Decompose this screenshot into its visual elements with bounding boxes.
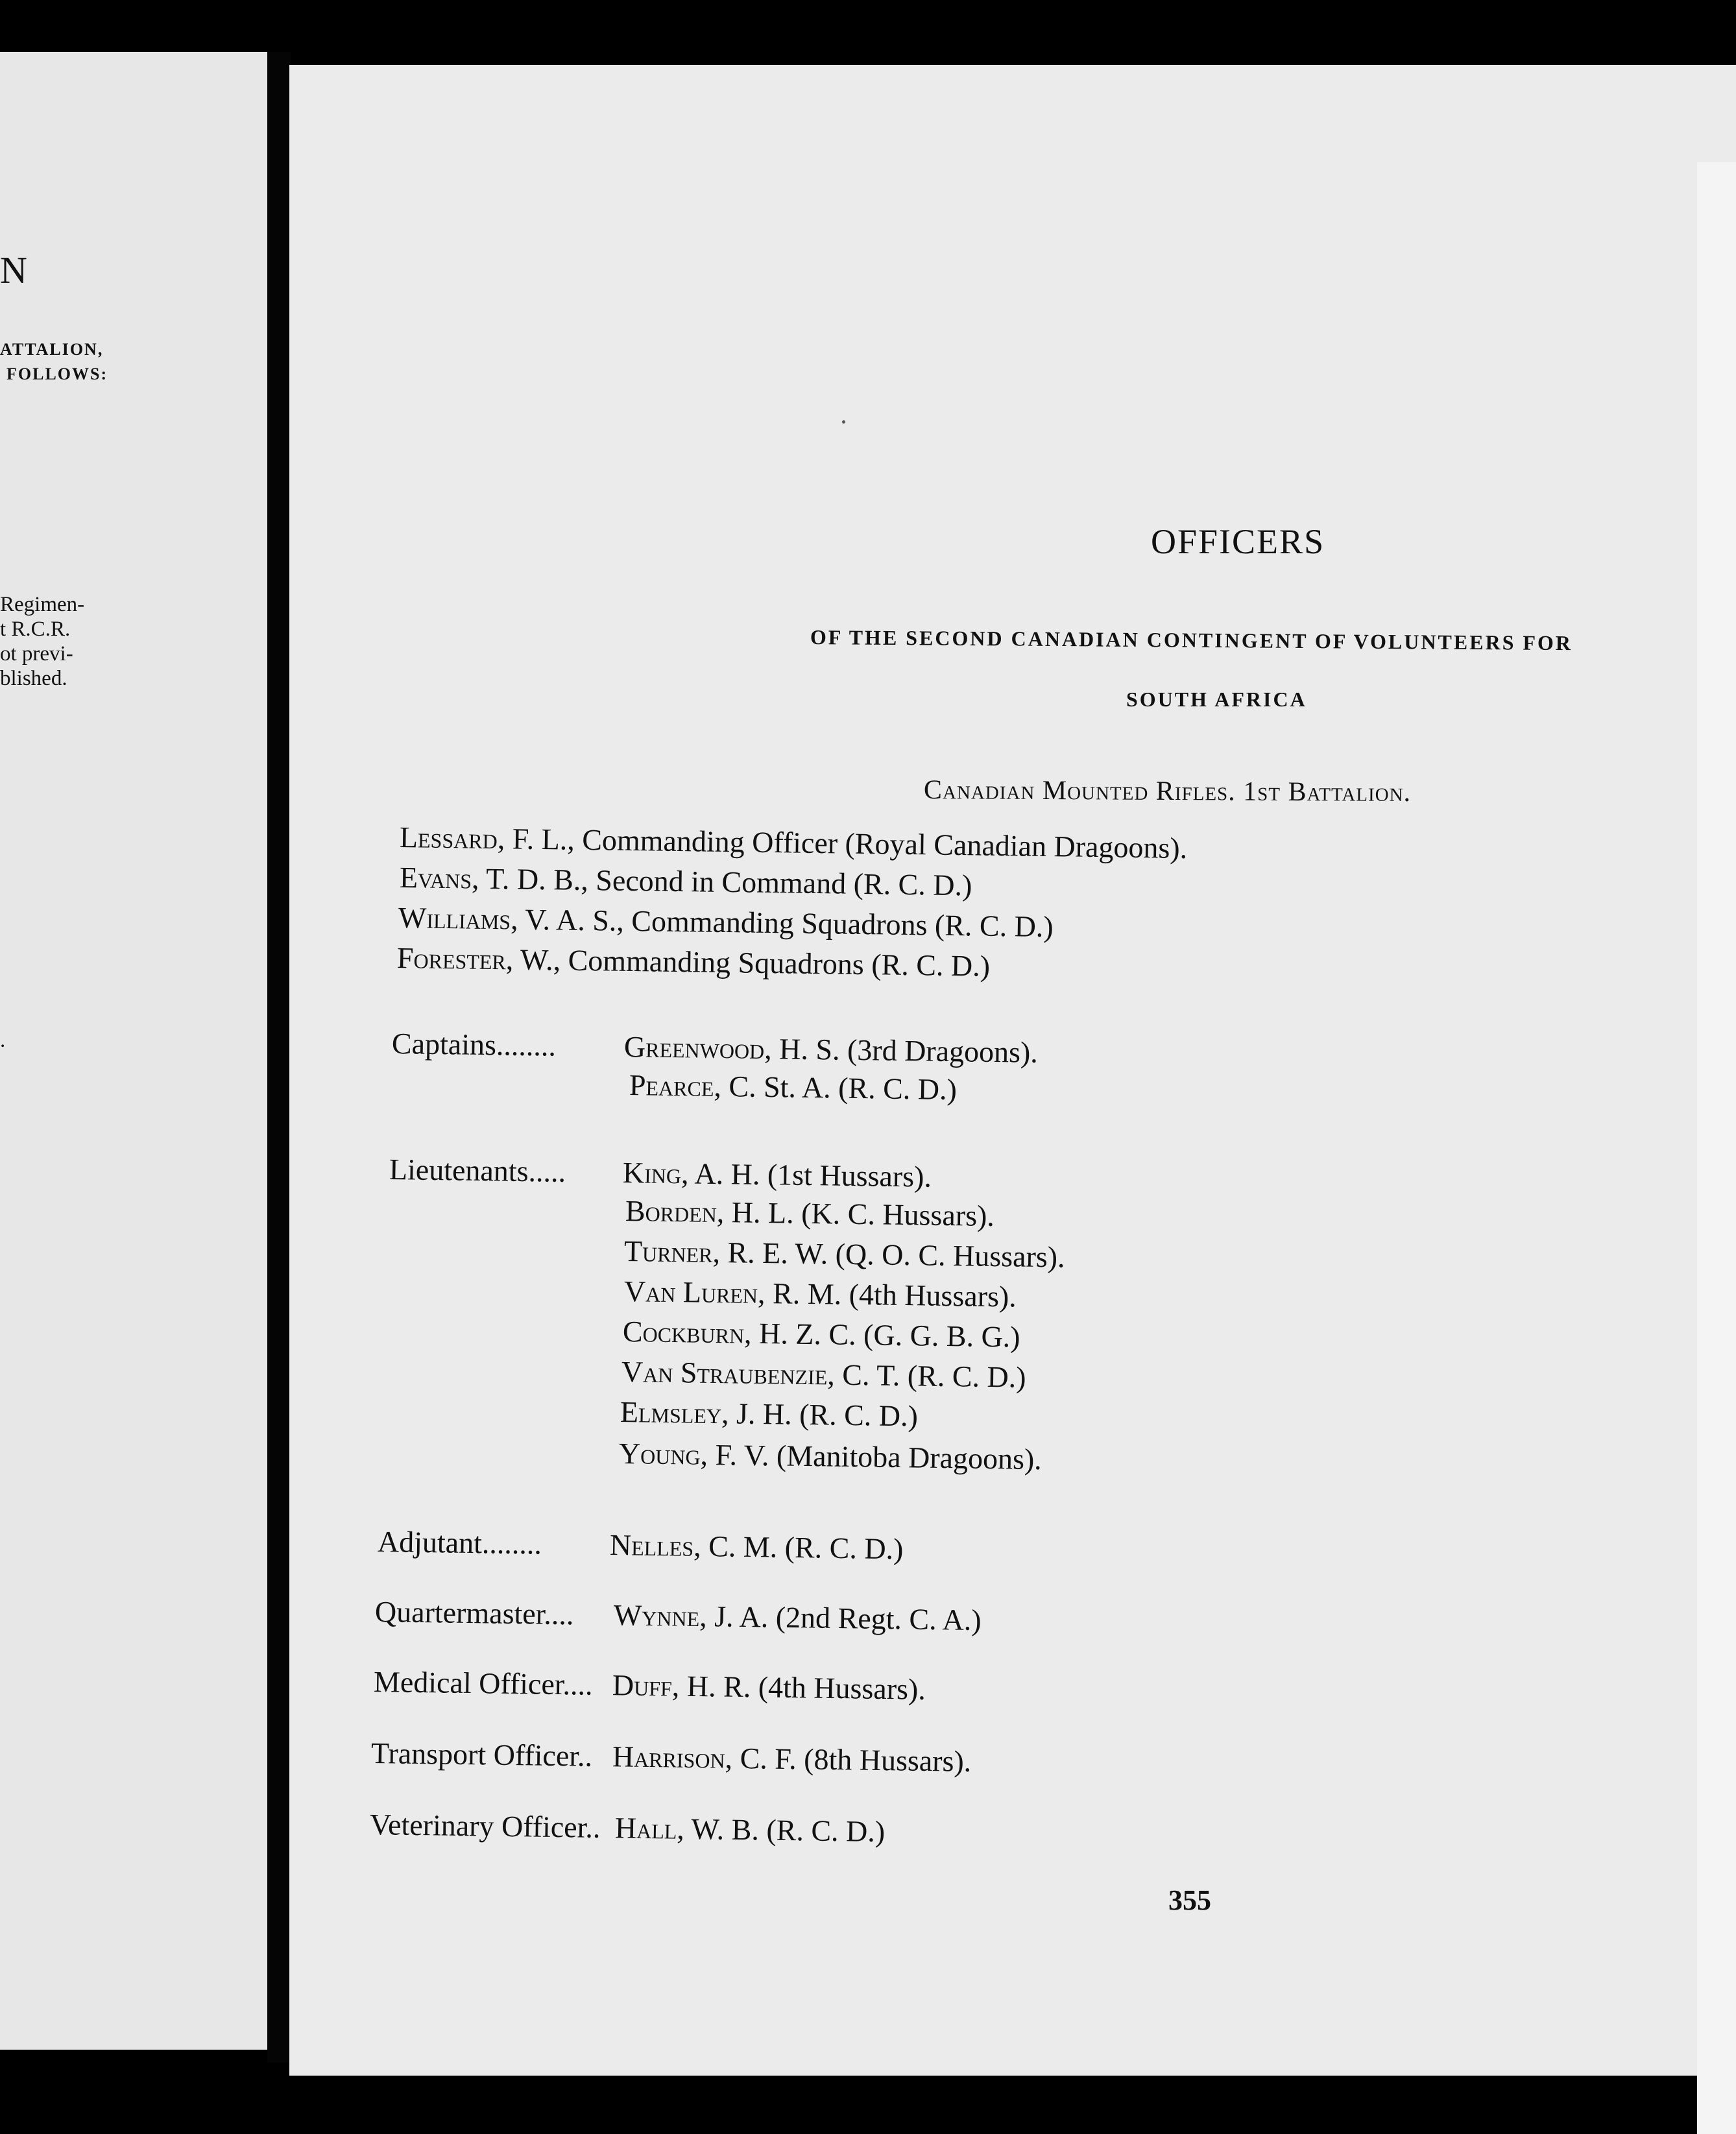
command-entry (398, 903, 1054, 942)
book-spine (267, 52, 291, 2063)
left-fragment-line: FOLLOWS: (6, 365, 108, 383)
subtitle-line-2: SOUTH AFRICA (1126, 688, 1307, 711)
officer-surname: Borden, (625, 1194, 725, 1229)
staff-entry-veterinary-officer (370, 1810, 886, 1847)
officer-details: W. B. (R. C. D.) (684, 1812, 886, 1849)
rank-label: Transport Officer.. (370, 1736, 593, 1773)
officer-surname: Elmsley, (620, 1395, 729, 1430)
rank-label: Quartermaster.... (374, 1595, 574, 1631)
officer-details: H. L. (K. C. Hussars). (724, 1195, 995, 1232)
page-number: 355 (1168, 1884, 1211, 1916)
left-fragment-line: . (0, 1029, 6, 1052)
staff-entry-transport-officer (371, 1738, 972, 1777)
page (289, 65, 1736, 2076)
officer-details: V. A. S., Commanding Squadrons (R. C. D.) (518, 902, 1054, 944)
left-fragment-line: t R.C.R. (0, 617, 71, 641)
page-edge (1697, 162, 1736, 2134)
officer-surname: Van Luren, (623, 1275, 766, 1310)
officer-details: R. E. W. (Q. O. C. Hussars). (719, 1236, 1065, 1274)
officer-details: A. H. (1st Hussars). (688, 1157, 932, 1193)
previous-page-fragment (0, 52, 267, 2050)
staff-entry-medical-officer (374, 1667, 926, 1705)
speck (842, 420, 845, 424)
staff-entry-quartermaster (375, 1597, 982, 1635)
lieutenants-entry (619, 1439, 1042, 1474)
command-entry (400, 822, 1188, 863)
officer-surname: Nelles, (609, 1528, 702, 1563)
officer-surname: Duff, (612, 1668, 680, 1703)
command-entry (397, 943, 991, 981)
command-entry (400, 863, 972, 900)
rank-label: Veterinary Officer.. (369, 1808, 601, 1844)
officer-surname: King, (622, 1156, 689, 1190)
officer-surname: Cockburn, (622, 1315, 752, 1350)
officer-details: C. M. (R. C. D.) (701, 1529, 904, 1566)
officer-details: H. Z. C. (G. G. B. G.) (751, 1316, 1020, 1354)
officer-surname: Wynne, (613, 1598, 708, 1633)
officer-details: R. M. (4th Hussars). (765, 1277, 1017, 1313)
officer-details: F. L., Commanding Officer (Royal Canadian Dragoons). (504, 822, 1188, 865)
officer-details: F. V. (Manitoba Dragoons). (707, 1437, 1043, 1476)
left-fragment-line: ATTALION, (0, 340, 104, 359)
officer-surname: Forester, (396, 941, 514, 976)
officer-details: C. St. A. (R. C. D.) (721, 1069, 958, 1107)
officer-details: W., Commanding Squadrons (R. C. D.) (512, 942, 991, 983)
left-fragment-line: Regimen- (0, 593, 85, 616)
officer-details: T. D. B., Second in Command (R. C. D.) (479, 861, 972, 902)
lieutenants-entry (620, 1397, 919, 1431)
officer-details: C. F. (8th Hussars). (732, 1741, 972, 1778)
officer-surname: Van Straubenzie, (621, 1355, 836, 1391)
lieutenants-entry (624, 1277, 1017, 1312)
officer-surname: Turner, (623, 1234, 721, 1269)
lieutenants-entry (623, 1317, 1020, 1352)
officer-surname: Williams, (398, 901, 519, 936)
officer-details: C. T. (R. C. D.) (834, 1358, 1026, 1394)
captains-entry (629, 1070, 958, 1105)
officer-surname: Greenwood, (623, 1030, 773, 1066)
officer-details: J. A. (2nd Regt. C. A.) (706, 1600, 982, 1637)
page-title: OFFICERS (1151, 522, 1325, 561)
officer-details: H. R. (4th Hussars). (679, 1669, 926, 1706)
lieutenants-entry (389, 1155, 932, 1192)
lieutenants-entry (625, 1196, 995, 1231)
left-fragment-line: ot previ- (0, 642, 73, 665)
left-fragment-heading: N (0, 249, 27, 291)
captains-entry (392, 1029, 1038, 1068)
section-heading: Canadian Mounted Rifles. 1st Battalion. (923, 775, 1412, 808)
rank-label: Lieutenants..... (389, 1153, 566, 1188)
officer-details: J. H. (R. C. D.) (729, 1397, 919, 1433)
rank-label: Adjutant........ (377, 1525, 542, 1561)
lieutenants-entry (621, 1357, 1026, 1393)
officer-surname: Pearce, (629, 1068, 722, 1103)
rank-label: Captains........ (391, 1027, 557, 1062)
officer-surname: Hall, (614, 1811, 685, 1845)
left-fragment-line: blished. (0, 667, 67, 690)
officer-surname: Harrison, (612, 1740, 733, 1775)
officer-surname: Young, (618, 1437, 708, 1471)
officer-details: H. S. (3rd Dragoons). (771, 1032, 1039, 1069)
staff-entry-adjutant (378, 1527, 904, 1564)
officer-surname: Evans, (399, 861, 479, 895)
rank-label: Medical Officer.... (373, 1665, 593, 1701)
officer-surname: Lessard, (399, 821, 505, 856)
lieutenants-entry (624, 1236, 1065, 1272)
subtitle-line-1: OF THE SECOND CANADIAN CONTINGENT OF VOLUNTEERS FOR (810, 625, 1573, 655)
